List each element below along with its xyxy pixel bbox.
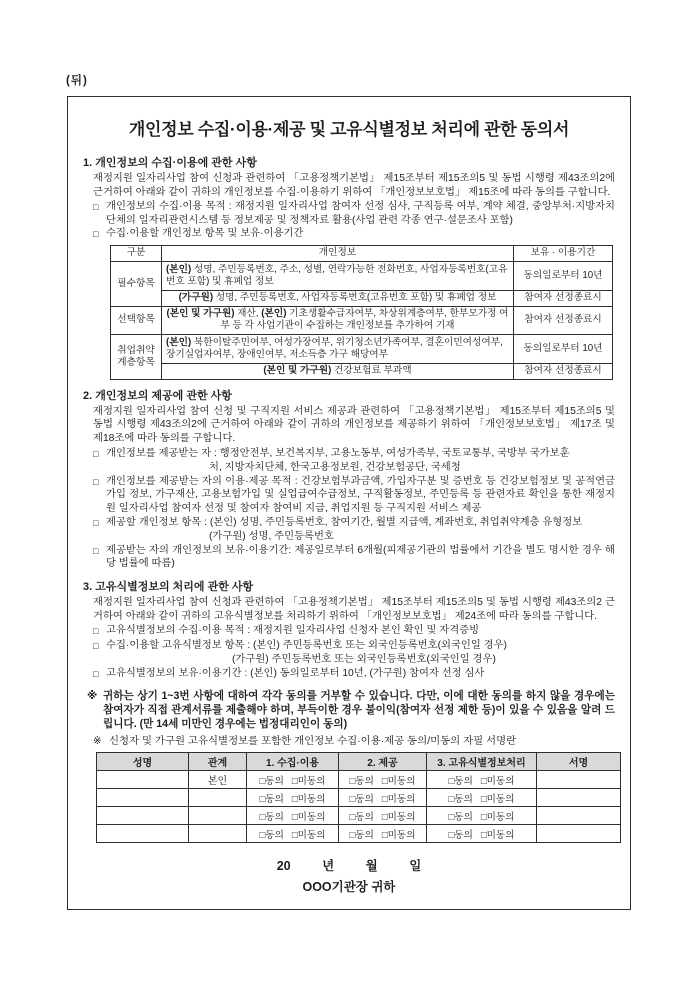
- retention-cell: 참여자 선정종료시: [514, 306, 613, 334]
- bullet-text: 수집·이용할 개인정보 항목 및 보유·이용기간: [106, 228, 304, 240]
- disagree-checkbox[interactable]: □미동의: [381, 811, 416, 823]
- consent-form: [67, 96, 631, 910]
- date-line: [83, 856, 615, 874]
- square-bullet-icon: □: [93, 545, 99, 556]
- agree-checkbox[interactable]: □동의: [259, 811, 284, 823]
- signature-row: [97, 789, 621, 807]
- section-2-heading: 2. 개인정보의 제공에 관한 사항: [83, 389, 232, 402]
- date-year-prefix: 20: [276, 859, 291, 874]
- page-side-label: (뒤): [66, 75, 88, 87]
- bullet-collection-purpose: [93, 200, 615, 227]
- signature-section-intro: [93, 735, 615, 749]
- bullet-provision-period: [93, 544, 615, 571]
- relation-cell[interactable]: [189, 789, 247, 807]
- refusal-notice-text: 귀하는 상기 1~3번 사항에 대하여 각각 동의를 거부할 수 있습니다. 다만, 이에 대한 동의를 하지 않을 경우에는 참여자가 직접 관계서류를 제출해야 하며, 부득이한 경우 불이익(참여자 선정 제한 등)이 있을 수 있음을 알려 드립니다. (만 14세 미만인 경우에는 법정대리인이 동의): [103, 690, 615, 731]
- signature-cell[interactable]: [537, 825, 621, 843]
- table-row: [111, 290, 613, 306]
- section-provision: [83, 387, 615, 571]
- retention-cell: 동의일로부터 10년: [514, 262, 613, 290]
- section-3-intro: 재정지원 일자리사업 참여 신청과 관련하여 「고용정책기본법」 제15조부터 제15조의5 및 동법 시행령 제43조의2 근거하여 아래와 같이 귀하의 고유식별정보를 처리하기 위하여 「개인정보보호법」 제24조에 따라 동의를 구합니다.: [93, 596, 615, 622]
- disagree-checkbox[interactable]: □미동의: [480, 793, 515, 805]
- reference-mark-icon: ※: [87, 690, 98, 703]
- uniqueid-consent-cell: [427, 825, 537, 843]
- reference-mark-icon: ※: [93, 736, 102, 748]
- provision-consent-cell: [339, 771, 427, 789]
- disagree-checkbox[interactable]: □미동의: [480, 829, 515, 841]
- signature-cell[interactable]: [537, 789, 621, 807]
- bullet-text: 개인정보의 수집·이용 목적 : 재정지원 일자리사업 참여자 선정 심사, 구직등록 여부, 계약 체결, 중앙부처·지방자치단체의 일자리관련시스템 등 정보제공 및 정책자료 활용(사업 관련 각종 연구·설문조사 포함): [106, 201, 615, 226]
- col-header-uniqueid: 3. 고유식별정보처리: [427, 753, 537, 771]
- disagree-checkbox[interactable]: □미동의: [291, 811, 326, 823]
- agree-checkbox[interactable]: □동의: [259, 775, 284, 787]
- section-unique-id: [83, 578, 615, 682]
- refusal-notice: [87, 689, 615, 731]
- info-cell: (본인 및 가구원) 건강보험료 부과액: [162, 363, 514, 379]
- collection-consent-cell: [247, 807, 339, 825]
- square-bullet-icon: □: [93, 668, 99, 679]
- category-required: 필수항목: [111, 262, 162, 307]
- signature-table: [96, 752, 621, 843]
- category-optional: 선택항목: [111, 306, 162, 334]
- disagree-checkbox[interactable]: □미동의: [381, 793, 416, 805]
- bullet-text: 고유식별정보의 수집·이용 목적 : 재정지원 일자리사업 신청자 본인 확인 및 자격증빙: [106, 625, 480, 637]
- col-header-provision: 2. 제공: [339, 753, 427, 771]
- square-bullet-icon: □: [93, 640, 99, 651]
- square-bullet-icon: □: [93, 448, 99, 459]
- col-header-category: 구분: [111, 245, 162, 261]
- agree-checkbox[interactable]: □동의: [259, 829, 284, 841]
- bullet-uniqueid-period: [93, 667, 615, 682]
- col-header-collection: 1. 수집·이용: [247, 753, 339, 771]
- info-cell: (본인 및 가구원) 재산, (본인) 기초생활수급자여부, 차상위계층여부, 한부모가정 여부 등 각 사업기관이 수집하는 개인정보를 추가하여 기재: [162, 306, 514, 334]
- agree-checkbox[interactable]: □동의: [448, 775, 473, 787]
- bullet-continuation: (가구원) 주민등록번호 또는 외국인등록번호(외국인일 경우): [232, 654, 496, 666]
- retention-cell: 참여자 선정종료시: [514, 290, 613, 306]
- provision-consent-cell: [339, 807, 427, 825]
- agree-checkbox[interactable]: □동의: [448, 829, 473, 841]
- square-bullet-icon: □: [93, 476, 99, 487]
- date-day-label: 일: [409, 859, 422, 874]
- agree-checkbox[interactable]: □동의: [448, 793, 473, 805]
- date-month-label: 월: [365, 859, 378, 874]
- table-row: [111, 335, 613, 363]
- disagree-checkbox[interactable]: □미동의: [291, 793, 326, 805]
- bullet-text: 제공받는 자의 개인정보의 보유·이용기간: 제공일로부터 6개월(피제공기관의 법률에서 기간을 별도 명시한 경우 해당 법률에 따름): [106, 544, 615, 570]
- info-cell: (가구원) 성명, 주민등록번호, 사업자등록번호(고유번호 포함) 및 휴폐업 정보: [162, 290, 514, 306]
- uniqueid-consent-cell: [427, 771, 537, 789]
- signature-row: [97, 771, 621, 789]
- disagree-checkbox[interactable]: □미동의: [291, 829, 326, 841]
- name-cell[interactable]: [97, 771, 189, 789]
- uniqueid-consent-cell: [427, 807, 537, 825]
- agree-checkbox[interactable]: □동의: [349, 775, 374, 787]
- col-header-personal-info: 개인정보: [162, 245, 514, 261]
- bullet-continuation: (가구원) 성명, 주민등록번호: [209, 531, 334, 543]
- agree-checkbox[interactable]: □동의: [259, 793, 284, 805]
- relation-cell[interactable]: [189, 807, 247, 825]
- relation-cell: 본인: [189, 771, 247, 789]
- section-1-heading: 1. 개인정보의 수집·이용에 관한 사항: [83, 157, 257, 169]
- collection-consent-cell: [247, 789, 339, 807]
- disagree-checkbox[interactable]: □미동의: [480, 811, 515, 823]
- table-header-row: [111, 245, 613, 261]
- signature-cell[interactable]: [537, 807, 621, 825]
- square-bullet-icon: □: [93, 202, 99, 213]
- collection-consent-cell: [247, 825, 339, 843]
- signature-row: [97, 807, 621, 825]
- bullet-text: 개인정보를 제공받는 자 : 행정안전부, 보건복지부, 고용노동부, 여성가족부, 국토교통부, 국방부 국가보훈: [106, 447, 570, 459]
- bullet-text: 개인정보를 제공받는 자의 이용·제공 목적 : 건강보험부과금액, 가입자구분 및 증번호 등 건강보험정보 및 공적연금가입 정보, 가구재산, 고용보험가입 및 실업급여수급정보, 구직활동정보, 주민등록 등 관련자료 확인을 통한 재정지원 일자리사업 참여자 선정 및 참여자 참여비 지급, 취업지원 등 구직지원 서비스 제공: [106, 475, 615, 514]
- col-header-signature: 서명: [537, 753, 621, 771]
- disagree-checkbox[interactable]: □미동의: [480, 775, 515, 787]
- bullet-uniqueid-items: [93, 639, 615, 654]
- agree-checkbox[interactable]: □동의: [448, 811, 473, 823]
- col-header-retention: 보유 · 이용기간: [514, 245, 613, 261]
- recipient-line: OOO기관장 귀하: [302, 880, 396, 895]
- retention-cell: 동의일로부터 10년: [514, 335, 613, 363]
- bullet-provision-items: [93, 516, 615, 531]
- square-bullet-icon: □: [93, 517, 99, 528]
- signature-header-row: [97, 753, 621, 771]
- table-row: [111, 363, 613, 379]
- col-header-name: 성명: [97, 753, 189, 771]
- signature-row: [97, 825, 621, 843]
- signature-intro-text: 신청자 및 가구원 고유식별정보를 포함한 개인정보 수집·이용·제공 동의/미동의 자필 서명란: [109, 736, 517, 748]
- disagree-checkbox[interactable]: □미동의: [381, 775, 416, 787]
- col-header-relation: 관계: [189, 753, 247, 771]
- info-cell: (본인) 북한이탈주민여부, 여성가장여부, 위기청소년가족여부, 결혼이민여성여부, 장기실업자여부, 장애인여부, 저소득층 가구 해당여부: [162, 335, 514, 363]
- provision-consent-cell: [339, 825, 427, 843]
- bullet-text: 고유식별정보의 보유·이용기간 : (본인) 동의일로부터 10년, (가구원) 참여자 선정 심사: [106, 667, 485, 679]
- bullet-provision-receiver: [93, 447, 615, 462]
- agree-checkbox[interactable]: □동의: [349, 811, 374, 823]
- personal-info-items-table: [110, 245, 613, 380]
- bullet-continuation: 처, 지방자치단체, 한국고용정보원, 건강보험공단, 국세청: [209, 462, 461, 474]
- retention-cell: 참여자 선정종료시: [514, 363, 613, 379]
- form-title: 개인정보 수집·이용·제공 및 고유식별정보 처리에 관한 동의서: [128, 120, 570, 139]
- section-2-intro: 재정지원 일자리사업 참여 신청 및 구직지원 서비스 제공과 관련하여 「고용정책기본법」 제15조부터 제15조의5 및 동법 시행령 제43조의2에 근거하여 아래와 같이 귀하의 개인정보를 제공하기 위하여 「개인정보보호법」 제17조 및 제18조에 따라 동의를 구합니다.: [93, 405, 615, 444]
- bullet-collection-items: [93, 227, 615, 242]
- bullet-text: 수집·이용할 고유식별정보 항목 : (본인) 주민등록번호 또는 외국인등록번호(외국인일 경우): [106, 639, 507, 651]
- square-bullet-icon: □: [93, 229, 99, 240]
- bullet-text: 제공할 개인정보 항목 : (본인) 성명, 주민등록번호, 참여기간, 월별 지급액, 계좌번호, 취업취약계층 유형정보: [106, 516, 583, 528]
- section-collection-use: [83, 154, 615, 380]
- provision-consent-cell: [339, 789, 427, 807]
- table-row: [111, 306, 613, 334]
- name-cell[interactable]: [97, 825, 189, 843]
- signature-cell[interactable]: [537, 771, 621, 789]
- agree-checkbox[interactable]: □동의: [349, 829, 374, 841]
- section-3-heading: 3. 고유식별정보의 처리에 관한 사항: [83, 580, 254, 593]
- disagree-checkbox[interactable]: □미동의: [381, 829, 416, 841]
- agree-checkbox[interactable]: □동의: [349, 793, 374, 805]
- disagree-checkbox[interactable]: □미동의: [291, 775, 326, 787]
- uniqueid-consent-cell: [427, 789, 537, 807]
- bullet-provision-purpose: [93, 475, 615, 516]
- square-bullet-icon: □: [93, 626, 99, 637]
- bullet-uniqueid-purpose: [93, 624, 615, 639]
- collection-consent-cell: [247, 771, 339, 789]
- table-row: [111, 262, 613, 290]
- relation-cell[interactable]: [189, 825, 247, 843]
- name-cell[interactable]: [97, 789, 189, 807]
- category-vulnerable: 취업취약 계층항목: [111, 335, 162, 380]
- info-cell: (본인) 성명, 주민등록번호, 주소, 성별, 연락가능한 전화번호, 사업자등록번호(고유번호 포함) 및 휴폐업 정보: [162, 262, 514, 290]
- section-1-intro: 재정지원 일자리사업 참여 신청과 관련하여 「고용정책기본법」 제15조부터 제15조의5 및 동법 시행령 제43조의2에 근거하여 아래와 같이 귀하의 개인정보를 수집·이용하기 위하여 「개인정보보호법」 제15조에 따라 동의를 구합니다.: [93, 173, 615, 198]
- date-year-label: 년: [322, 859, 335, 874]
- name-cell[interactable]: [97, 807, 189, 825]
